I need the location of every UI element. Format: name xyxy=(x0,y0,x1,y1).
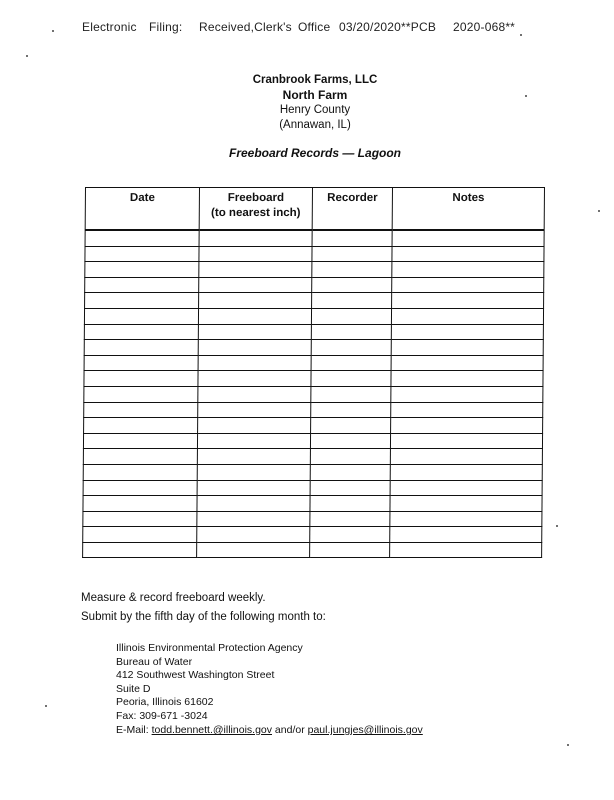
cell-freeboard xyxy=(197,464,310,480)
location: (Annawan, IL) xyxy=(279,119,351,131)
cell-notes xyxy=(391,355,543,371)
column-header-freeboard: Freeboard (to nearest inch) xyxy=(199,188,312,231)
cell-freeboard xyxy=(197,449,310,465)
cell-notes xyxy=(391,418,543,434)
cell-recorder xyxy=(311,371,391,387)
cell-date xyxy=(84,308,198,324)
cell-notes xyxy=(390,496,542,512)
cell-freeboard xyxy=(199,277,312,293)
freeboard-records-table xyxy=(82,187,545,558)
address-suite: Suite D xyxy=(116,682,151,695)
cell-date xyxy=(85,230,199,246)
cell-freeboard xyxy=(198,386,311,402)
cell-recorder xyxy=(310,433,390,449)
scan-speck xyxy=(598,210,600,212)
instruction-submit: Submit by the fifth day of the following month to: xyxy=(81,611,326,623)
table-row xyxy=(83,449,542,465)
cell-freeboard xyxy=(197,511,310,527)
table-row xyxy=(84,418,543,434)
table-row xyxy=(84,340,543,356)
cell-recorder xyxy=(311,355,391,371)
stamp-date-code: 03/20/2020**PCB xyxy=(339,20,437,34)
scan-speck xyxy=(45,705,47,707)
cell-recorder xyxy=(311,418,391,434)
email-link-paul[interactable]: paul.jungjes@illinois.gov xyxy=(307,724,423,736)
table-row xyxy=(83,433,542,449)
farm-name: North Farm xyxy=(282,88,348,102)
cell-recorder xyxy=(310,449,390,465)
cell-date xyxy=(84,418,198,434)
address-street: 412 Southwest Washington Street xyxy=(116,669,275,681)
address-agency: Illinois Environmental Protection Agency xyxy=(116,642,303,654)
cell-freeboard xyxy=(198,355,311,371)
table-row xyxy=(83,527,542,543)
scan-speck xyxy=(567,744,569,746)
cell-notes xyxy=(392,246,544,262)
cell-freeboard xyxy=(199,293,312,309)
cell-notes xyxy=(391,386,543,402)
cell-date xyxy=(83,496,197,512)
cell-recorder xyxy=(312,277,392,293)
cell-freeboard xyxy=(198,418,311,434)
table-header-row xyxy=(85,188,544,231)
stamp-received: Received,Clerk's xyxy=(199,20,292,34)
cell-date xyxy=(84,340,198,356)
column-header-recorder: Recorder xyxy=(312,188,392,231)
table-row xyxy=(83,480,542,496)
cell-notes xyxy=(391,340,543,356)
cell-date xyxy=(84,371,198,387)
email-label: E-Mail: xyxy=(116,724,149,736)
cell-notes xyxy=(391,324,543,340)
county-name: Henry County xyxy=(279,104,351,116)
cell-date xyxy=(83,449,197,465)
cell-recorder xyxy=(311,308,391,324)
stamp-electronic: Electronic xyxy=(82,20,137,34)
table-row xyxy=(84,324,543,340)
address-city: Peoria, Illinois 61602 xyxy=(116,696,214,708)
table-row xyxy=(85,246,544,262)
cell-notes xyxy=(392,277,544,293)
cell-date xyxy=(83,433,197,449)
table-body xyxy=(83,230,545,558)
table-row xyxy=(84,402,543,418)
table-row xyxy=(85,293,544,309)
scan-speck xyxy=(52,30,54,32)
cell-notes xyxy=(392,262,544,278)
address-bureau: Bureau of Water xyxy=(116,655,193,668)
cell-freeboard xyxy=(198,324,311,340)
cell-freeboard xyxy=(197,527,310,543)
scan-speck xyxy=(26,55,28,57)
stamp-filing: Filing: xyxy=(149,20,183,34)
cell-recorder xyxy=(310,480,390,496)
cell-date xyxy=(85,293,199,309)
instruction-measure: Measure & record freeboard weekly. xyxy=(81,592,266,604)
email-line xyxy=(116,724,423,736)
cell-date xyxy=(85,246,199,262)
scan-speck xyxy=(556,525,558,527)
cell-recorder xyxy=(312,293,392,309)
form-title: Freeboard Records — Lagoon xyxy=(228,146,402,160)
cell-notes xyxy=(390,449,542,465)
cell-date xyxy=(84,324,198,340)
email-joiner: and/or xyxy=(274,724,305,736)
cell-date xyxy=(84,402,198,418)
cell-date xyxy=(84,355,198,371)
cell-recorder xyxy=(310,542,390,558)
column-header-date: Date xyxy=(85,188,199,231)
cell-recorder xyxy=(310,511,390,527)
table-row xyxy=(85,277,544,293)
table-row xyxy=(84,386,543,402)
cell-date xyxy=(83,542,197,558)
cell-freeboard xyxy=(197,480,310,496)
cell-notes xyxy=(390,433,542,449)
company-name: Cranbrook Farms, LLC xyxy=(252,74,378,86)
cell-notes xyxy=(391,402,543,418)
cell-freeboard xyxy=(199,246,312,262)
table-row xyxy=(83,464,542,480)
scan-speck xyxy=(520,34,522,36)
cell-date xyxy=(83,480,197,496)
cell-recorder xyxy=(311,324,391,340)
table-row xyxy=(84,371,543,387)
cell-date xyxy=(83,511,197,527)
cell-recorder xyxy=(311,340,391,356)
cell-notes xyxy=(390,527,542,543)
cell-notes xyxy=(392,230,544,246)
cell-freeboard xyxy=(199,230,312,246)
cell-recorder xyxy=(310,496,390,512)
document-header xyxy=(200,73,430,133)
table-row xyxy=(84,308,543,324)
cell-notes xyxy=(391,371,543,387)
cell-notes xyxy=(390,464,542,480)
cell-notes xyxy=(390,480,542,496)
cell-date xyxy=(84,386,198,402)
stamp-case-number: 2020-068** xyxy=(453,20,516,34)
table-row xyxy=(85,230,544,246)
table-row xyxy=(83,542,542,558)
cell-recorder xyxy=(312,262,392,278)
scan-speck xyxy=(525,95,527,97)
cell-recorder xyxy=(311,386,391,402)
table-row xyxy=(83,511,542,527)
cell-freeboard xyxy=(198,340,311,356)
cell-recorder xyxy=(312,246,392,262)
stamp-office: Office xyxy=(298,20,331,34)
cell-date xyxy=(83,527,197,543)
table-row xyxy=(85,262,544,278)
email-link-todd[interactable]: todd.bennett.@illinois.gov xyxy=(151,724,272,736)
cell-date xyxy=(85,262,199,278)
cell-freeboard xyxy=(199,262,312,278)
cell-freeboard xyxy=(197,496,310,512)
cell-notes xyxy=(390,542,542,558)
cell-date xyxy=(83,464,197,480)
address-fax: Fax: 309-671 -3024 xyxy=(116,709,208,722)
column-header-notes: Notes xyxy=(392,188,544,231)
cell-recorder xyxy=(312,230,392,246)
cell-notes xyxy=(391,308,543,324)
mailing-address xyxy=(116,642,303,723)
table-row xyxy=(83,496,542,512)
cell-recorder xyxy=(311,402,391,418)
table-row xyxy=(84,355,543,371)
cell-freeboard xyxy=(198,371,311,387)
cell-recorder xyxy=(310,464,390,480)
cell-recorder xyxy=(310,527,390,543)
cell-notes xyxy=(392,293,544,309)
cell-date xyxy=(85,277,199,293)
cell-freeboard xyxy=(198,308,311,324)
cell-freeboard xyxy=(197,433,310,449)
cell-freeboard xyxy=(198,402,311,418)
cell-notes xyxy=(390,511,542,527)
cell-freeboard xyxy=(197,542,310,558)
